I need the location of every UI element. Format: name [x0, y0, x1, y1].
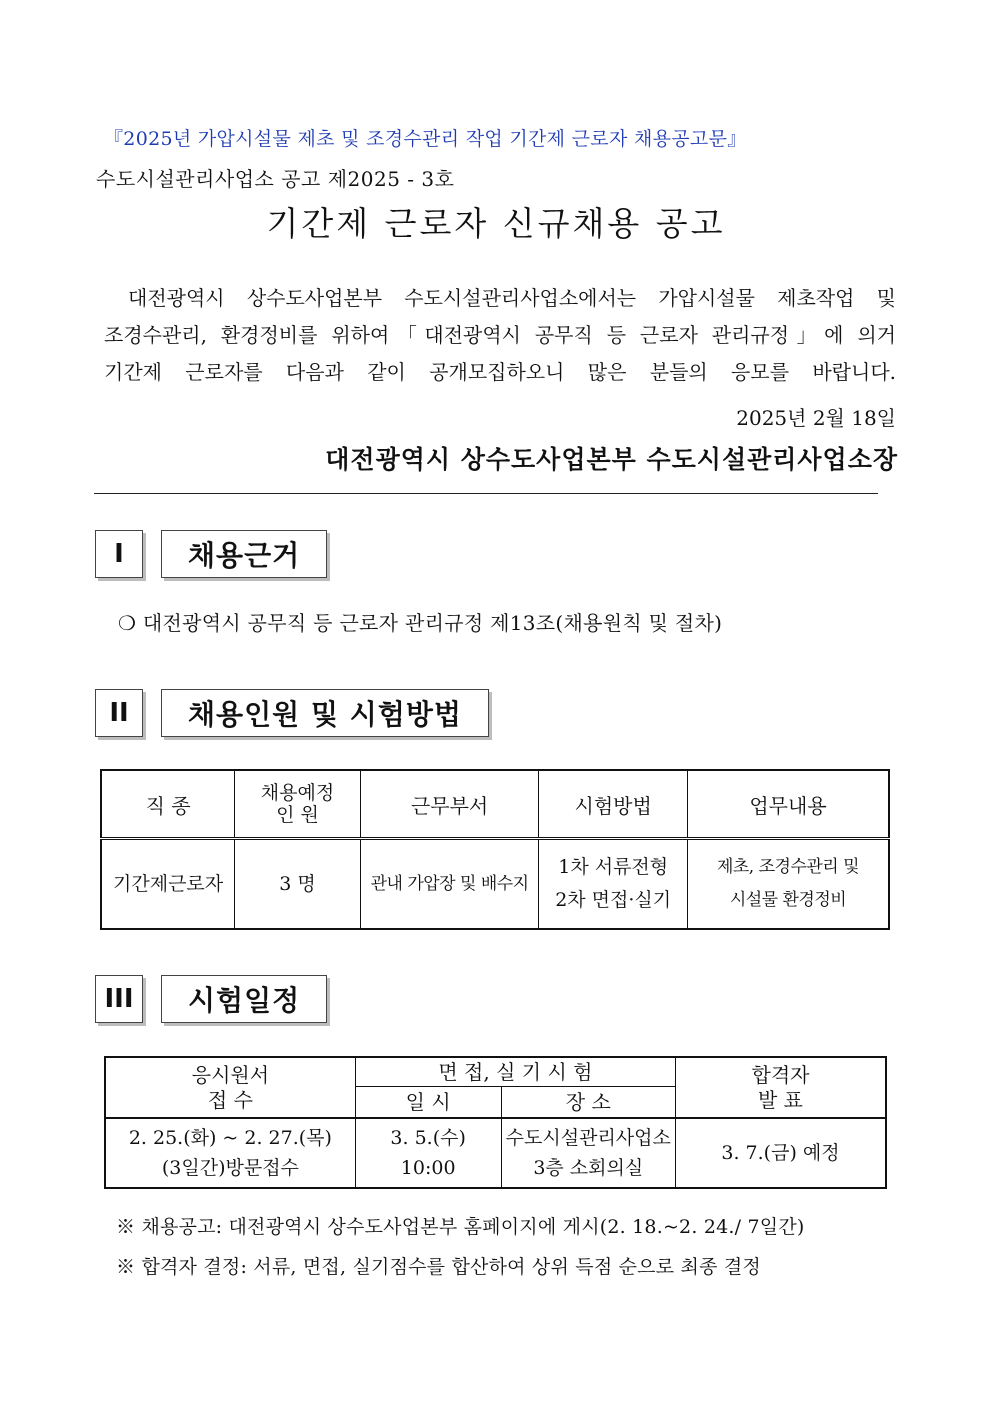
header-result-line1: 합격자: [751, 1062, 810, 1087]
notice-number: 수도시설관리사업소 공고 제2025 - 3호: [96, 167, 455, 191]
header-job: 직 종: [101, 770, 235, 839]
method-line2: 2차 면접·실기: [555, 889, 672, 911]
header-exam-date: 일 시: [355, 1087, 501, 1119]
header-count: [235, 770, 361, 839]
apply-line1: 2. 25.(화) ~ 2. 27.(목): [128, 1127, 332, 1149]
cell-duty: [688, 839, 890, 930]
note-announcement: ※ 채용공고: 대전광역시 상수도사업본부 홈페이지에 게시(2. 18.~2. 24./ 7일간): [116, 1216, 805, 1238]
note-selection: ※ 합격자 결정: 서류, 면접, 실기점수를 합산하여 상위 득점 순으로 최종 결정: [116, 1256, 761, 1278]
body-paragraph: [104, 280, 896, 391]
apply-line2: (3일간)방문접수: [161, 1157, 299, 1179]
basis-bullet: ❍ 대전광역시 공무직 등 근로자 관리규정 제13조(채용원칙 및 절차): [118, 611, 723, 635]
cell-method: [539, 839, 688, 930]
table-header-row: [101, 770, 889, 839]
cell-apply: [105, 1118, 355, 1188]
divider: [94, 493, 878, 494]
method-line1: 1차 서류전형: [558, 856, 669, 878]
schedule-header-row: [105, 1057, 886, 1087]
section-title-3: 시험일정: [161, 975, 327, 1023]
duty-line2: 시설물 환경정비: [729, 890, 847, 910]
header-duty: 업무내용: [688, 770, 890, 839]
exam-date-line1: 3. 5.(수): [390, 1127, 466, 1149]
section-number-2: II: [95, 689, 143, 737]
duty-line1: 제초, 조경수관리 및: [716, 857, 860, 877]
exam-place-line1: 수도시설관리사업소: [505, 1127, 671, 1149]
body-line: 기간제 근로자를 다음과 같이 공개모집하오니 많은 분들의 응모를 바랍니다.: [104, 360, 896, 384]
cell-job: 기간제근로자: [101, 839, 235, 930]
header-result: [676, 1057, 886, 1118]
exam-place-line2: 3층 소회의실: [533, 1157, 644, 1179]
body-line: 조경수관리, 환경정비를 위하여「대전광역시 공무직 등 근로자 관리규정」에 의거: [104, 323, 896, 347]
header-apply-line1: 응시원서: [191, 1062, 270, 1087]
section-number-1: I: [95, 530, 143, 578]
cell-exam-place: [501, 1118, 676, 1188]
header-exam-place: 장 소: [501, 1087, 676, 1119]
cell-exam-date: [355, 1118, 501, 1188]
page-title: 기간제 근로자 신규채용 공고: [266, 204, 726, 243]
cell-count: 3 명: [235, 839, 361, 930]
notice-date: 2025년 2월 18일: [736, 406, 896, 430]
header-count-line1: 채용예정: [260, 782, 335, 804]
header-method: 시험방법: [539, 770, 688, 839]
schedule-table: [104, 1056, 887, 1189]
header-apply: [105, 1057, 355, 1118]
table-row: [105, 1118, 886, 1188]
section-title-2: 채용인원 및 시험방법: [161, 689, 489, 737]
cell-result: 3. 7.(금) 예정: [676, 1118, 886, 1188]
section-number-3: III: [95, 975, 143, 1023]
table-row: [101, 839, 889, 930]
section-title-1: 채용근거: [161, 530, 327, 578]
header-count-line2: 인 원: [276, 804, 319, 826]
announcement-heading: 『2025년 가압시설물 제초 및 조경수관리 작업 기간제 근로자 채용공고문』: [104, 128, 747, 150]
header-result-line2: 발 표: [758, 1087, 803, 1112]
body-line: 대전광역시 상수도사업본부 수도시설관리사업소에서는 가압시설물 제초작업 및: [128, 286, 896, 310]
exam-date-line2: 10:00: [400, 1157, 456, 1179]
signer: 대전광역시 상수도사업본부 수도시설관리사업소장: [325, 445, 898, 474]
recruitment-table: [100, 769, 890, 930]
header-apply-line2: 접 수: [207, 1087, 253, 1112]
cell-department: 관내 가압장 및 배수지: [360, 839, 539, 930]
header-department: 근무부서: [360, 770, 539, 839]
header-exam: 면 접, 실 기 시 험: [355, 1057, 675, 1087]
